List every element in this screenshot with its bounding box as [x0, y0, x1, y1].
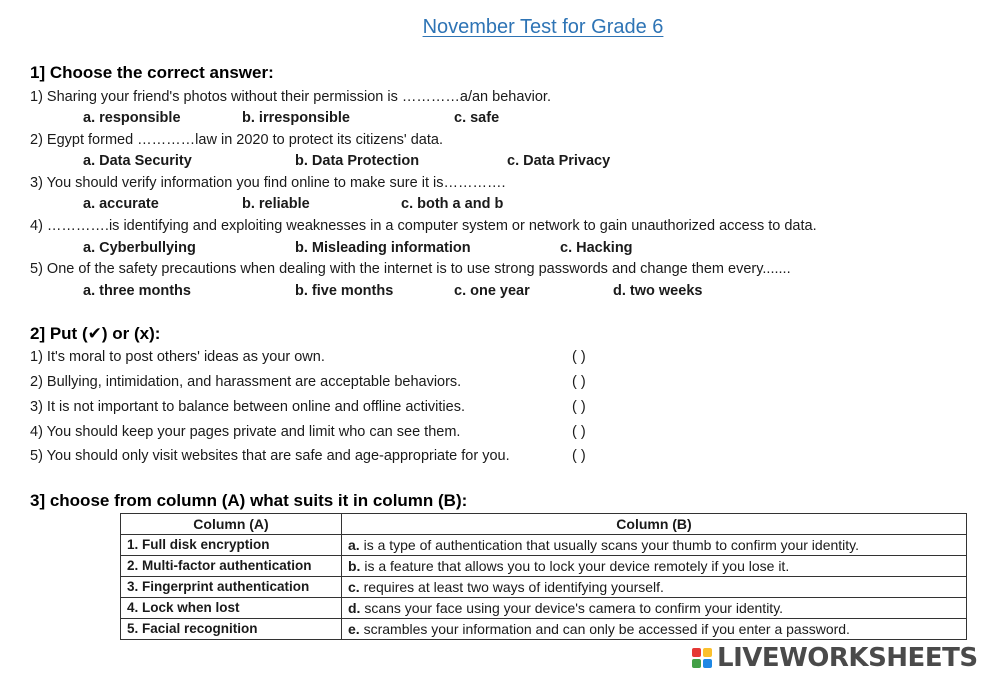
matching-table [120, 513, 967, 640]
column-a-cell[interactable]: 1. Full disk encryption [121, 535, 342, 556]
q4-option-c[interactable]: c. Hacking [560, 240, 633, 256]
question-3: 3) You should verify information you find online to make sure it is…………. [30, 175, 506, 191]
table-row [121, 577, 967, 598]
section3-heading: 3] choose from column (A) what suits it in column (B): [30, 491, 468, 510]
q1-option-b[interactable]: b. irresponsible [242, 110, 350, 126]
q4-option-b[interactable]: b. Misleading information [295, 240, 471, 256]
tf-answer-box-1[interactable]: ( ) [572, 349, 586, 365]
table-row [121, 619, 967, 640]
page-title: November Test for Grade 6 [422, 16, 664, 38]
column-a-cell[interactable]: 5. Facial recognition [121, 619, 342, 640]
column-a-cell[interactable]: 4. Lock when lost [121, 598, 342, 619]
column-a-cell[interactable]: 3. Fingerprint authentication [121, 577, 342, 598]
logo-square [692, 648, 701, 657]
column-b-header: Column (B) [342, 514, 967, 535]
question-4: 4) ………….is identifying and exploiting weaknesses in a computer system or network to gain unauthorized access to data. [30, 218, 817, 234]
q3-option-a[interactable]: a. accurate [83, 196, 159, 212]
column-b-cell[interactable] [342, 598, 967, 619]
logo-square [703, 648, 712, 657]
column-b-text: requires at least two ways of identifying yourself. [359, 579, 664, 595]
table-row [121, 535, 967, 556]
q3-option-c[interactable]: c. both a and b [401, 196, 504, 212]
tf-item-2: 2) Bullying, intimidation, and harassment are acceptable behaviors. [30, 374, 462, 390]
q5-option-b[interactable]: b. five months [295, 283, 394, 299]
column-b-letter: d. [348, 600, 361, 616]
logo-text: LIVEWORKSHEETS [717, 643, 978, 673]
tf-answer-box-5[interactable]: ( ) [572, 448, 586, 464]
column-b-text: scrambles your information and can only be accessed if you enter a password. [359, 621, 850, 637]
logo-square [692, 659, 701, 668]
column-b-text: is a type of authentication that usually scans your thumb to confirm your identity. [359, 537, 860, 553]
q2-option-b[interactable]: b. Data Protection [295, 153, 420, 169]
column-b-cell[interactable] [342, 619, 967, 640]
q1-option-a[interactable]: a. responsible [83, 110, 181, 126]
q5-option-a[interactable]: a. three months [83, 283, 191, 299]
question-1: 1) Sharing your friend's photos without their permission is …………a/an behavior. [30, 89, 551, 105]
tf-item-4: 4) You should keep your pages private and limit who can see them. [30, 424, 461, 440]
column-b-cell[interactable] [342, 535, 967, 556]
tf-item-1: 1) It's moral to post others' ideas as your own. [30, 349, 325, 365]
column-b-cell[interactable] [342, 556, 967, 577]
column-b-letter: e. [348, 621, 360, 637]
table-row [121, 556, 967, 577]
liveworksheets-logo [692, 643, 978, 673]
column-b-text: scans your face using your device's camera to confirm your identity. [360, 600, 784, 616]
column-b-cell[interactable] [342, 577, 967, 598]
q2-option-a[interactable]: a. Data Security [83, 153, 192, 169]
table-header-row [121, 514, 967, 535]
logo-square [703, 659, 712, 668]
q3-option-b[interactable]: b. reliable [242, 196, 310, 212]
q5-option-d[interactable]: d. two weeks [613, 283, 703, 299]
column-a-cell[interactable]: 2. Multi-factor authentication [121, 556, 342, 577]
column-b-text: is a feature that allows you to lock your device remotely if you lose it. [360, 558, 790, 574]
q2-option-c[interactable]: c. Data Privacy [507, 153, 611, 169]
column-b-letter: a. [348, 537, 360, 553]
question-5: 5) One of the safety precautions when dealing with the internet is to use strong passwords and change them every....... [30, 261, 791, 277]
section1-heading: 1] Choose the correct answer: [30, 63, 274, 82]
tf-answer-box-4[interactable]: ( ) [572, 424, 586, 440]
q4-option-a[interactable]: a. Cyberbullying [83, 240, 196, 256]
q5-option-c[interactable]: c. one year [454, 283, 530, 299]
table-row [121, 598, 967, 619]
tf-answer-box-2[interactable]: ( ) [572, 374, 586, 390]
logo-mark-icon [692, 648, 712, 668]
tf-item-3: 3) It is not important to balance between online and offline activities. [30, 399, 465, 415]
column-a-header: Column (A) [121, 514, 342, 535]
column-b-letter: c. [348, 579, 360, 595]
column-b-letter: b. [348, 558, 361, 574]
tf-answer-box-3[interactable]: ( ) [572, 399, 586, 415]
tf-item-5: 5) You should only visit websites that are safe and age-appropriate for you. [30, 448, 510, 464]
question-2: 2) Egypt formed …………law in 2020 to protect its citizens' data. [30, 132, 443, 148]
q1-option-c[interactable]: c. safe [454, 110, 500, 126]
section2-heading: 2] Put (✔) or (x): [30, 324, 161, 343]
